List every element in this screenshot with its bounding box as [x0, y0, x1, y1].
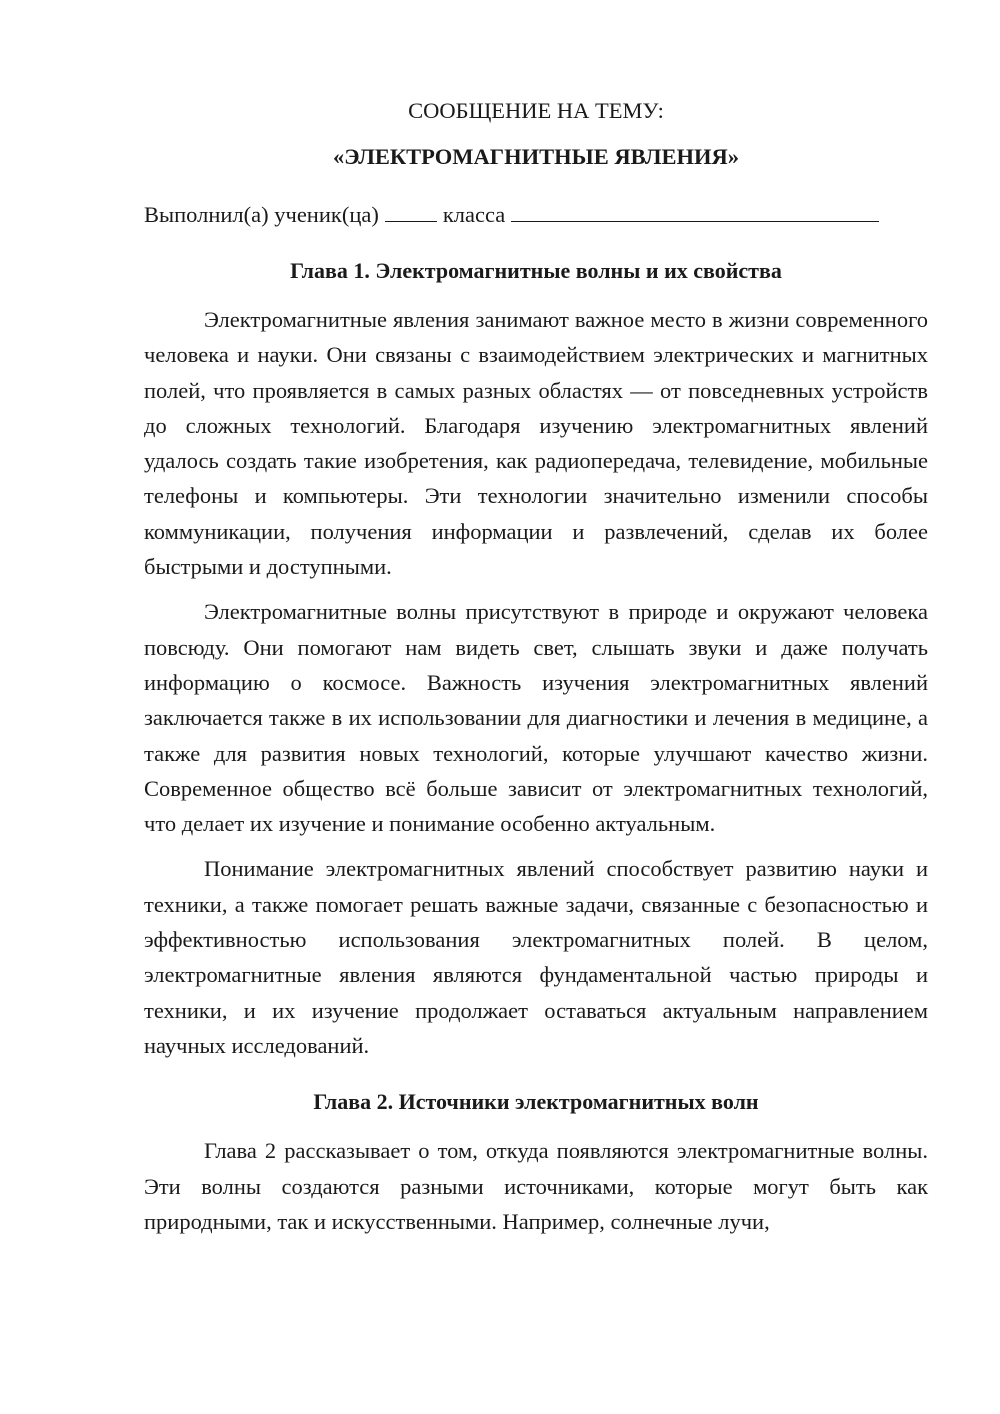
author-line	[144, 196, 928, 234]
chapter-1-paragraph-1: Электромагнитные явления занимают важное место в жизни современного человека и науки. Они связаны с взаимодействием электрических и магнитных полей, что проявляется в самых разных областях — от повседневных устройств до сложных технологий. Благодаря изучению электромагнитных явлений удалось создать такие изобретения, как радиопередача, телевидение, мобильные телефоны и компьютеры. Эти технологии значительно изменили способы коммуникации, получения информации и развлечений, сделав их более быстрыми и доступными.	[144, 307, 928, 580]
student-name-blank	[511, 199, 879, 222]
author-prefix: Выполнил(а) ученик(ца)	[144, 202, 379, 227]
class-number-blank	[385, 199, 437, 222]
chapter-1-paragraph-2: Электромагнитные волны присутствуют в природе и окружают человека повсюду. Они помогают нам видеть свет, слышать звуки и даже получать информацию о космосе. Важность изучения электромагнитных явлений заключается также в их использовании для диагностики и лечения в медицине, а также для развития новых технологий, которые улучшают качество жизни. Современное общество всё больше зависит от электромагнитных технологий, что делает их изучение и понимание особенно актуальным.	[144, 599, 928, 837]
author-class-word: класса	[442, 202, 506, 227]
chapter-2-heading: Глава 2. Источники электромагнитных волн	[313, 1089, 759, 1115]
document-title-line-1: СООБЩЕНИЕ НА ТЕМУ:	[408, 98, 664, 123]
chapter-1-heading: Глава 1. Электромагнитные волны и их свойства	[290, 258, 782, 283]
document-title-line-2: «ЭЛЕКТРОМАГНИТНЫЕ ЯВЛЕНИЯ»	[332, 144, 739, 169]
chapter-1-paragraph-3: Понимание электромагнитных явлений способствует развитию науки и техники, а также помогает решать важные задачи, связанные с безопасностью и эффективностью использования электромагнитных полей. В целом, электромагнитные явления являются фундаментальной частью природы и техники, и их изучение продолжает оставаться актуальным направлением научных исследований.	[144, 856, 928, 1058]
chapter-2-paragraph-1: Глава 2 рассказывает о том, откуда появляются электромагнитные волны. Эти волны создаются разными источниками, которые могут быть как природными, так и искусственными. Например, солнечные лучи,	[144, 1138, 928, 1234]
